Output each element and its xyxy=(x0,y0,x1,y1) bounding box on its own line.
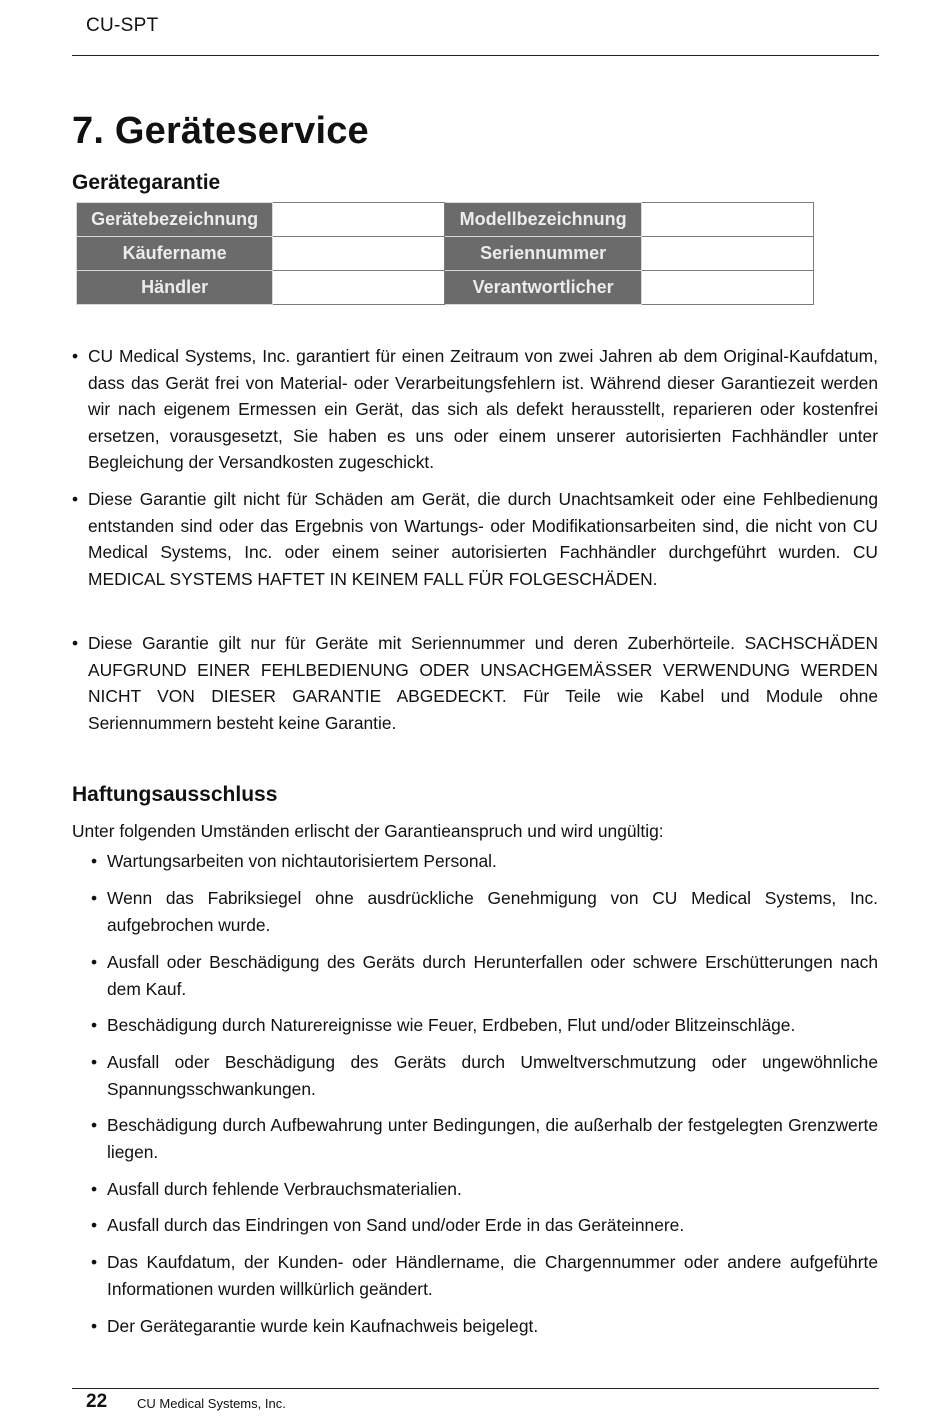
bullet-marker: • xyxy=(91,1052,98,1072)
warranty-paragraph xyxy=(72,630,878,736)
warranty-heading: Gerätegarantie xyxy=(72,171,221,194)
warranty-form-table xyxy=(76,202,814,305)
disclaimer-intro: Unter folgenden Umständen erlischt der Garantieanspruch und wird ungültig: xyxy=(72,821,664,841)
bullet-marker: • xyxy=(91,1015,98,1035)
table-row xyxy=(77,237,814,271)
paragraph-text: CU Medical Systems, Inc. garantiert für einen Zeitraum von zwei Jahren ab dem Original-Kaufdatum, dass das Gerät frei von Material- oder Verarbeitungsfehlern ist. Während dieser Garantiezeit werden wir nach eigenem Ermessen ein Gerät, das sich als defekt herausstellt, reparieren oder kostenfrei ersetzen, vorausgesetzt, Sie haben es uns oder einem unserer autorisierten Fachhändler unter Begleichung der Versandkosten zugeschickt. xyxy=(88,346,878,472)
device-name-label: Gerätebezeichnung xyxy=(77,203,273,237)
bullet-marker: • xyxy=(91,1316,98,1336)
list-item-text: Wartungsarbeiten von nichtautorisiertem Personal. xyxy=(107,851,497,871)
list-item-text: Beschädigung durch Aufbewahrung unter Bedingungen, die außerhalb der festgelegten Grenzwerte liegen. xyxy=(107,1115,878,1162)
model-name-field xyxy=(641,203,813,237)
list-item-text: Beschädigung durch Naturereignisse wie Feuer, Erdbeben, Flut und/oder Blitzeinschläge. xyxy=(107,1015,796,1035)
paragraph-text: Diese Garantie gilt nicht für Schäden am Gerät, die durch Unachtsamkeit oder eine Fehlbedienung entstanden sind oder das Ergebnis von Wartungs- oder Modifikationsarbeiten sind, die nicht von CU Medical Systems, Inc. oder einem seiner autorisierten Fachhändler durchgeführt wurden. CU MEDICAL SYSTEMS HAFTET IN KEINEM FALL FÜR FOLGESCHÄDEN. xyxy=(88,489,878,589)
buyer-name-field xyxy=(273,237,445,271)
bullet-marker: • xyxy=(91,888,98,908)
list-item xyxy=(91,949,878,1003)
list-item xyxy=(91,885,878,939)
footer-company-name: CU Medical Systems, Inc. xyxy=(137,1396,286,1411)
serial-number-field xyxy=(641,237,813,271)
bullet-marker: • xyxy=(91,1215,98,1235)
buyer-name-label: Käufername xyxy=(77,237,273,271)
dealer-field xyxy=(273,271,445,305)
list-item xyxy=(91,1212,878,1239)
list-item xyxy=(91,1313,878,1340)
list-item xyxy=(91,848,878,875)
serial-number-label: Seriennummer xyxy=(445,237,641,271)
paragraph-text: Diese Garantie gilt nur für Geräte mit Seriennummer und deren Zuberhörteile. SACHSCHÄDEN AUFGRUND EINER FEHLBEDIENUNG ODER UNSACHGEMÄSSER VERWENDUNG WERDEN NICHT VON DIESER GARANTIE ABGEDECKT. Für Teile wie Kabel und Module ohne Seriennummern besteht keine Garantie. xyxy=(88,633,878,733)
list-item xyxy=(91,1049,878,1103)
responsible-person-field xyxy=(641,271,813,305)
list-item xyxy=(91,1112,878,1166)
list-item-text: Ausfall durch das Eindringen von Sand und/oder Erde in das Geräteinnere. xyxy=(107,1215,685,1235)
responsible-person-label: Verantwortlicher xyxy=(445,271,641,305)
model-name-label: Modellbezeichnung xyxy=(445,203,641,237)
list-item xyxy=(91,1176,878,1203)
bullet-marker: • xyxy=(91,1115,98,1135)
footer-divider xyxy=(72,1388,879,1389)
bullet-marker: • xyxy=(91,1179,98,1199)
bullet-marker: • xyxy=(91,952,98,972)
list-item-text: Ausfall durch fehlende Verbrauchsmaterialien. xyxy=(107,1179,462,1199)
bullet-marker: • xyxy=(72,346,79,366)
list-item-text: Das Kaufdatum, der Kunden- oder Händlername, die Chargennummer oder andere aufgeführte Informationen wurden willkürlich geändert. xyxy=(107,1252,878,1299)
warranty-paragraph xyxy=(72,343,878,476)
bullet-marker: • xyxy=(72,633,79,653)
table-row xyxy=(77,271,814,305)
list-item xyxy=(91,1012,878,1039)
bullet-marker: • xyxy=(91,1252,98,1272)
table-row xyxy=(77,203,814,237)
list-item xyxy=(91,1249,878,1303)
page-number: 22 xyxy=(86,1391,108,1412)
dealer-label: Händler xyxy=(77,271,273,305)
header-divider xyxy=(72,55,879,56)
bullet-marker: • xyxy=(91,851,98,871)
list-item-text: Der Gerätegarantie wurde kein Kaufnachweis beigelegt. xyxy=(107,1316,539,1336)
chapter-title: 7. Geräteservice xyxy=(72,110,369,152)
running-header: CU-SPT xyxy=(86,15,159,36)
list-item-text: Ausfall oder Beschädigung des Geräts durch Herunterfallen oder schwere Erschütterungen nach dem Kauf. xyxy=(107,952,878,999)
bullet-marker: • xyxy=(72,489,79,509)
device-name-field xyxy=(273,203,445,237)
list-item-text: Wenn das Fabriksiegel ohne ausdrückliche Genehmigung von CU Medical Systems, Inc. aufgebrochen wurde. xyxy=(107,888,878,935)
warranty-paragraph xyxy=(72,486,878,592)
list-item-text: Ausfall oder Beschädigung des Geräts durch Umweltverschmutzung oder ungewöhnliche Spannungsschwankungen. xyxy=(107,1052,878,1099)
disclaimer-heading: Haftungsausschluss xyxy=(72,783,278,806)
